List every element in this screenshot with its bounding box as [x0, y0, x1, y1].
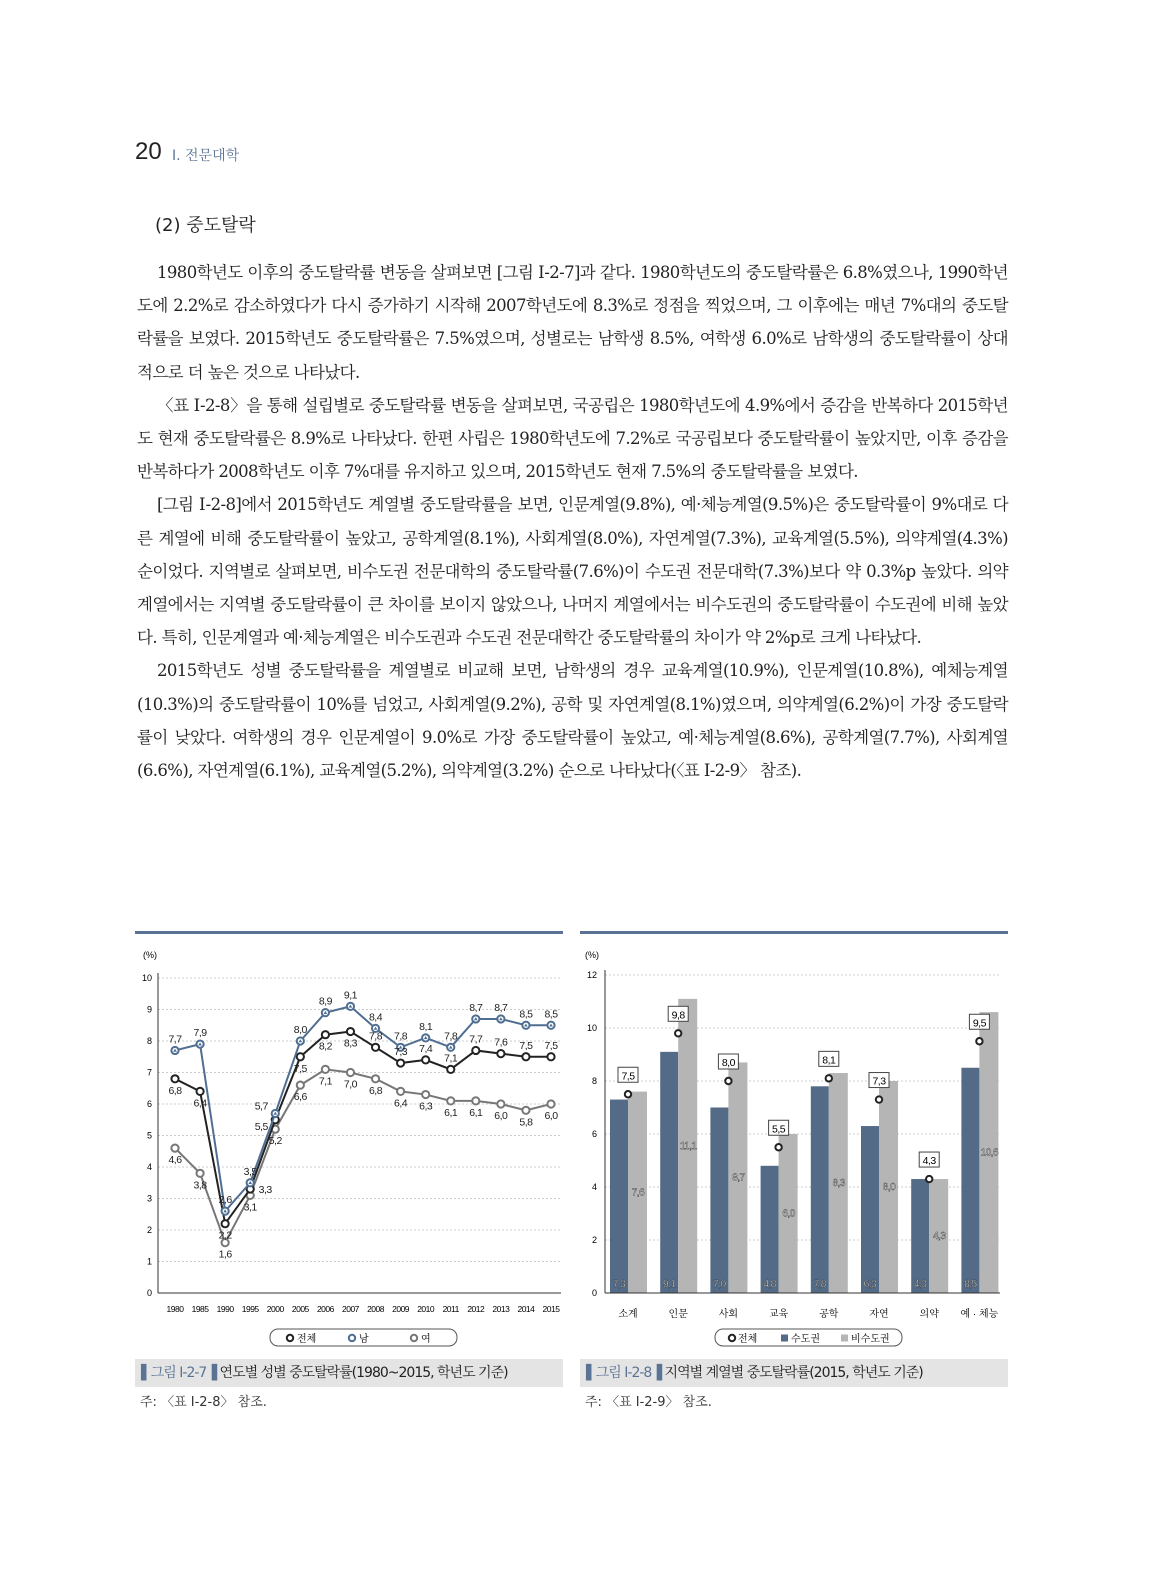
- y-tick-label: 10: [141, 973, 152, 983]
- x-tick-label: 인문: [668, 1309, 688, 1320]
- bar-수도권: [911, 1179, 929, 1293]
- bar-value-label: 4,3: [913, 1279, 927, 1290]
- y-tick-label: 4: [591, 1182, 597, 1192]
- legend-marker: [411, 1335, 417, 1341]
- data-label: 8,1: [419, 1020, 433, 1033]
- data-label: 7,7: [469, 1033, 483, 1046]
- data-label: 7,5: [519, 1039, 533, 1052]
- data-label: 7,1: [318, 1075, 332, 1088]
- data-point: [196, 1170, 203, 1177]
- figure-footer: [580, 1359, 1008, 1410]
- x-tick-label: 2005: [291, 1304, 309, 1314]
- y-tick-label: 0: [591, 1288, 597, 1298]
- data-point: [222, 1220, 229, 1227]
- data-label: 5,7: [254, 1100, 268, 1113]
- legend-marker: [729, 1335, 735, 1341]
- data-label: 6,6: [293, 1091, 307, 1104]
- data-label: 5,5: [254, 1120, 268, 1133]
- x-tick-label: 1985: [191, 1304, 209, 1314]
- total-marker: [625, 1091, 631, 1097]
- data-label: 6,1: [444, 1106, 458, 1119]
- data-label: 1,6: [218, 1248, 232, 1261]
- figure-caption: [135, 1359, 563, 1387]
- data-point: [447, 1066, 454, 1073]
- x-tick-label: 2007: [342, 1304, 359, 1314]
- x-tick-label: 1995: [241, 1304, 259, 1314]
- data-label: 6,1: [469, 1106, 483, 1119]
- body-text: [137, 256, 1008, 787]
- data-point: [322, 1031, 329, 1038]
- data-label: 2,2: [218, 1229, 232, 1242]
- x-tick-label: 공학: [819, 1309, 839, 1320]
- x-tick-label: 2010: [417, 1304, 435, 1314]
- y-tick-label: 2: [591, 1235, 597, 1245]
- total-marker: [876, 1096, 882, 1102]
- x-tick-label: 2014: [517, 1304, 535, 1314]
- section-title: (2) 중도탈락: [155, 215, 256, 236]
- data-label: 7,4: [419, 1042, 433, 1055]
- data-point: [297, 1082, 304, 1089]
- data-label: 7,3: [394, 1046, 408, 1059]
- total-marker: [725, 1078, 731, 1084]
- data-point: [171, 1145, 178, 1152]
- data-label: 7,0: [343, 1078, 358, 1091]
- data-label: 6,3: [419, 1100, 433, 1113]
- y-tick-label: 5: [146, 1130, 152, 1141]
- data-point: [472, 1047, 479, 1054]
- y-unit-label: (%): [585, 950, 599, 960]
- data-point: [422, 1056, 429, 1063]
- data-point: [497, 1050, 504, 1057]
- data-point: [472, 1097, 479, 1104]
- total-marker: [675, 1030, 681, 1036]
- data-label: 7,9: [193, 1027, 207, 1040]
- y-tick-label: 9: [146, 1004, 152, 1015]
- x-tick-label: 2008: [367, 1304, 384, 1314]
- data-label: 3,1: [243, 1201, 257, 1214]
- figure-title: 지역별 계열별 중도탈락률(2015, 학년도 기준): [664, 1365, 923, 1381]
- data-label: 8,0: [293, 1024, 307, 1036]
- data-label: 8,2: [318, 1040, 332, 1053]
- y-tick-label: 12: [586, 970, 597, 980]
- bar-수도권: [811, 1086, 829, 1293]
- data-point: [297, 1053, 304, 1060]
- legend-label: 수도권: [791, 1334, 820, 1345]
- y-tick-label: 8: [591, 1076, 597, 1086]
- x-tick-label: 2009: [392, 1304, 410, 1314]
- data-label: 7,1: [444, 1052, 458, 1065]
- total-label: 9,8: [671, 1009, 685, 1022]
- total-label: 5,5: [772, 1123, 786, 1136]
- total-label: 7,3: [872, 1075, 886, 1088]
- data-label: 6,8: [168, 1084, 182, 1097]
- data-point: [522, 1053, 529, 1060]
- data-label: 5,2: [268, 1135, 282, 1148]
- figure-label: ▌그림 Ⅰ-2-8▐: [586, 1365, 662, 1381]
- data-label: 7,8: [444, 1030, 458, 1043]
- data-label: 6,0: [494, 1110, 508, 1122]
- data-label: 8,4: [368, 1011, 383, 1024]
- data-point: [347, 1069, 354, 1076]
- paragraph: [그림 Ⅰ-2-8]에서 2015학년도 계열별 중도탈락률을 보면, 인문계열(9.8%), 예·체능계열(9.5%)은 중도탈락률이 9%대로 다른 계열에 비해 중도탈락률이 높았고, 공학계열(8.1%), 사회계열(8.0%), 자연계열(7.3%), 교육계열(5.5%), 의약계열(4.3%) 순이었다. 지역별로 살펴보면, 비수도권 전문대학의 중도탈락률(7.6%)이 수도권 전문대학(7.3%)보다 약 0.3%p 높았다. 의약계열에서는 지역별 중도탈락률이 큰 차이를 보이지 않았으나, 나머지 계열에서는 비수도권의 중도탈락률이 수도권에 비해 높았다. 특히, 인문계열과 예·체능계열은 비수도권과 수도권 전문대학간 중도탈락률의 차이가 약 2%p로 크게 나타났다.: [137, 495, 1008, 648]
- legend-marker: [349, 1335, 355, 1341]
- bar-value-label: 8,5: [964, 1279, 977, 1290]
- figure-note: 주: 〈표 Ⅰ-2-9〉 참조.: [585, 1395, 712, 1410]
- total-label: 8,1: [822, 1054, 836, 1067]
- data-label: 3,3: [258, 1184, 272, 1197]
- data-point: [372, 1075, 379, 1082]
- bar-value-label: 8,3: [832, 1178, 846, 1190]
- data-label: 8,7: [494, 1001, 508, 1014]
- data-label: 7,5: [293, 1062, 307, 1075]
- figure-label: ▌그림 Ⅰ-2-7▐: [141, 1365, 217, 1381]
- legend-label: 전체: [738, 1334, 758, 1345]
- y-tick-label: 1: [146, 1256, 152, 1267]
- figure-title: 연도별 성별 중도탈락률(1980~2015, 학년도 기준): [219, 1365, 508, 1381]
- data-label: 6,4: [394, 1097, 408, 1110]
- x-tick-label: 의약: [919, 1309, 939, 1320]
- data-label: 9,1: [343, 989, 358, 1002]
- line-chart-dropout-by-year: [135, 940, 563, 1355]
- y-tick-label: 6: [591, 1129, 597, 1139]
- x-tick-label: 소계: [618, 1309, 638, 1320]
- x-tick-label: 교육: [768, 1309, 789, 1320]
- bar-수도권: [961, 1068, 979, 1293]
- y-tick-label: 0: [146, 1288, 152, 1298]
- paragraph: 2015학년도 성별 중도탈락률을 계열별로 비교해 보면, 남학생의 경우 교육계열(10.9%), 인문계열(10.8%), 예체능계열(10.3%)의 중도탈락률이 10%를 넘었고, 사회계열(9.2%), 공학 및 자연계열(8.1%)였으며, 의약계열(6.2%)이 가장 중도탈락률이 낮았다. 여학생의 경우 인문계열이 9.0%로 가장 중도탈락률이 높았고, 예·체능계열(8.6%), 공학계열(7.7%), 사회계열(6.6%), 자연계열(6.1%), 교육계열(5.2%), 의약계열(3.2%) 순으로 나타났다(〈표 Ⅰ-2-9〉 참조).: [137, 661, 1008, 781]
- data-label: 6,0: [544, 1110, 558, 1122]
- data-point: [347, 1028, 354, 1035]
- figure-top-rule: [135, 931, 563, 934]
- y-tick-label: 3: [146, 1193, 152, 1204]
- bar-수도권: [710, 1108, 728, 1294]
- x-tick-label: 1980: [166, 1304, 184, 1314]
- total-marker: [775, 1144, 781, 1150]
- data-point: [547, 1100, 554, 1107]
- paragraph: 1980학년도 이후의 중도탈락률 변동을 살펴보면 [그림 Ⅰ-2-7]과 같다. 1980학년도의 중도탈락률은 6.8%였으나, 1990학년도에 2.2%로 감소하였다가 다시 증가하기 시작해 2007학년도에 8.3%로 정점을 찍었으며, 그 이후에는 매년 7%대의 중도탈락률을 보였다. 2015학년도 중도탈락률은 7.5%였으며, 성별로는 남학생 8.5%, 여학생 6.0%로 남학생의 중도탈락률이 상대적으로 더 높은 것으로 나타났다.: [137, 263, 1008, 382]
- bar-value-label: 6,3: [863, 1279, 877, 1290]
- total-label: 9,5: [972, 1017, 986, 1030]
- bar-수도권: [610, 1100, 628, 1293]
- bar-value-label: 4,3: [932, 1231, 946, 1243]
- bar-value-label: 7,0: [713, 1279, 726, 1290]
- data-label: 6,8: [368, 1084, 383, 1097]
- data-point: [422, 1091, 429, 1098]
- bar-value-label: 9,1: [662, 1279, 676, 1290]
- data-label: 7,8: [394, 1030, 408, 1043]
- total-marker: [976, 1038, 982, 1044]
- bar-value-label: 6,0: [782, 1208, 795, 1220]
- bar-수도권: [761, 1166, 779, 1293]
- legend-label: 남: [359, 1334, 369, 1345]
- data-label: 3,5: [243, 1165, 257, 1178]
- data-label: 8,5: [519, 1008, 533, 1021]
- y-tick-label: 2: [146, 1225, 152, 1235]
- data-point: [397, 1059, 404, 1066]
- data-point: [447, 1097, 454, 1104]
- data-label: 7,5: [544, 1039, 558, 1052]
- figure-caption: [580, 1359, 1008, 1387]
- data-label: 6,4: [193, 1097, 207, 1110]
- x-tick-label: 2013: [492, 1304, 510, 1314]
- y-tick-label: 4: [146, 1162, 152, 1172]
- x-tick-label: 2015: [542, 1304, 560, 1314]
- total-marker: [926, 1176, 932, 1182]
- data-point: [547, 1053, 554, 1060]
- data-label: 8,9: [318, 995, 332, 1008]
- data-label: 7,7: [168, 1033, 182, 1046]
- bar-value-label: 4,8: [763, 1279, 776, 1290]
- data-label: 7,6: [494, 1036, 508, 1049]
- data-point: [196, 1088, 203, 1095]
- legend-label: 여: [421, 1334, 431, 1345]
- x-tick-label: 2012: [467, 1304, 485, 1314]
- y-tick-label: 7: [146, 1067, 152, 1078]
- data-label: 8,5: [544, 1008, 558, 1021]
- y-tick-label: 6: [146, 1099, 152, 1109]
- x-tick-label: 2006: [316, 1304, 334, 1314]
- y-tick-label: 8: [146, 1036, 152, 1046]
- data-label: 8,3: [343, 1037, 358, 1050]
- data-label: 4,6: [168, 1154, 182, 1167]
- legend-label: 비수도권: [851, 1334, 890, 1345]
- total-marker: [826, 1075, 832, 1081]
- x-tick-label: 2011: [442, 1304, 459, 1314]
- y-unit-label: (%): [143, 950, 157, 960]
- bar-수도권: [861, 1126, 879, 1293]
- data-label: 3,8: [193, 1179, 207, 1192]
- data-label: 7,8: [368, 1030, 383, 1043]
- bar-value-label: 8,7: [732, 1172, 745, 1184]
- data-point: [497, 1100, 504, 1107]
- total-label: 7,5: [621, 1070, 635, 1083]
- total-label: 8,0: [721, 1057, 735, 1069]
- x-tick-label: 2000: [266, 1304, 284, 1314]
- y-tick-label: 10: [586, 1023, 597, 1033]
- bar-value-label: 7,3: [612, 1279, 626, 1290]
- bar-value-label: 8,0: [882, 1182, 896, 1193]
- data-label: 8,7: [469, 1001, 483, 1014]
- data-point: [397, 1088, 404, 1095]
- x-tick-label: 사회: [718, 1309, 739, 1320]
- legend-swatch: [841, 1335, 848, 1342]
- data-point: [171, 1075, 178, 1082]
- chapter-title: Ⅰ. 전문대학: [172, 148, 240, 164]
- x-tick-label: 예 · 체능: [960, 1309, 999, 1320]
- figure-footer: [135, 1359, 563, 1410]
- legend-label: 전체: [297, 1334, 317, 1345]
- data-label: 5,8: [519, 1116, 533, 1129]
- total-label: 4,3: [922, 1155, 936, 1168]
- bar-value-label: 11,1: [679, 1140, 697, 1152]
- legend-marker: [287, 1335, 293, 1341]
- figure-top-rule: [580, 931, 1008, 934]
- figure-note: 주: 〈표 Ⅰ-2-8〉 참조.: [140, 1395, 267, 1410]
- bar-value-label: 7,8: [813, 1279, 827, 1290]
- x-tick-label: 1990: [216, 1304, 234, 1314]
- bar-수도권: [660, 1052, 678, 1293]
- bar-value-label: 7,6: [631, 1187, 645, 1199]
- data-label: 2,6: [218, 1194, 232, 1207]
- legend-swatch: [781, 1335, 788, 1342]
- bar-value-label: 10,6: [980, 1147, 999, 1159]
- data-point: [372, 1044, 379, 1051]
- page-number: 20: [135, 138, 162, 165]
- data-point: [522, 1107, 529, 1114]
- paragraph: 〈표 Ⅰ-2-8〉을 통해 설립별로 중도탈락률 변동을 살펴보면, 국공립은 1980학년도에 4.9%에서 증감을 반복하다 2015학년도 현재 중도탈락률은 8.9%로 나타났다. 한편 사립은 1980학년도에 7.2%로 국공립보다 중도탈락률이 높았지만, 이후 증감을 반복하다가 2008학년도 이후 7%대를 유지하고 있으며, 2015학년도 현재 7.5%의 중도탈락률을 보였다.: [137, 395, 1008, 482]
- bar-chart-dropout-by-field: [580, 940, 1008, 1355]
- data-point: [322, 1066, 329, 1073]
- x-tick-label: 자연: [869, 1309, 889, 1320]
